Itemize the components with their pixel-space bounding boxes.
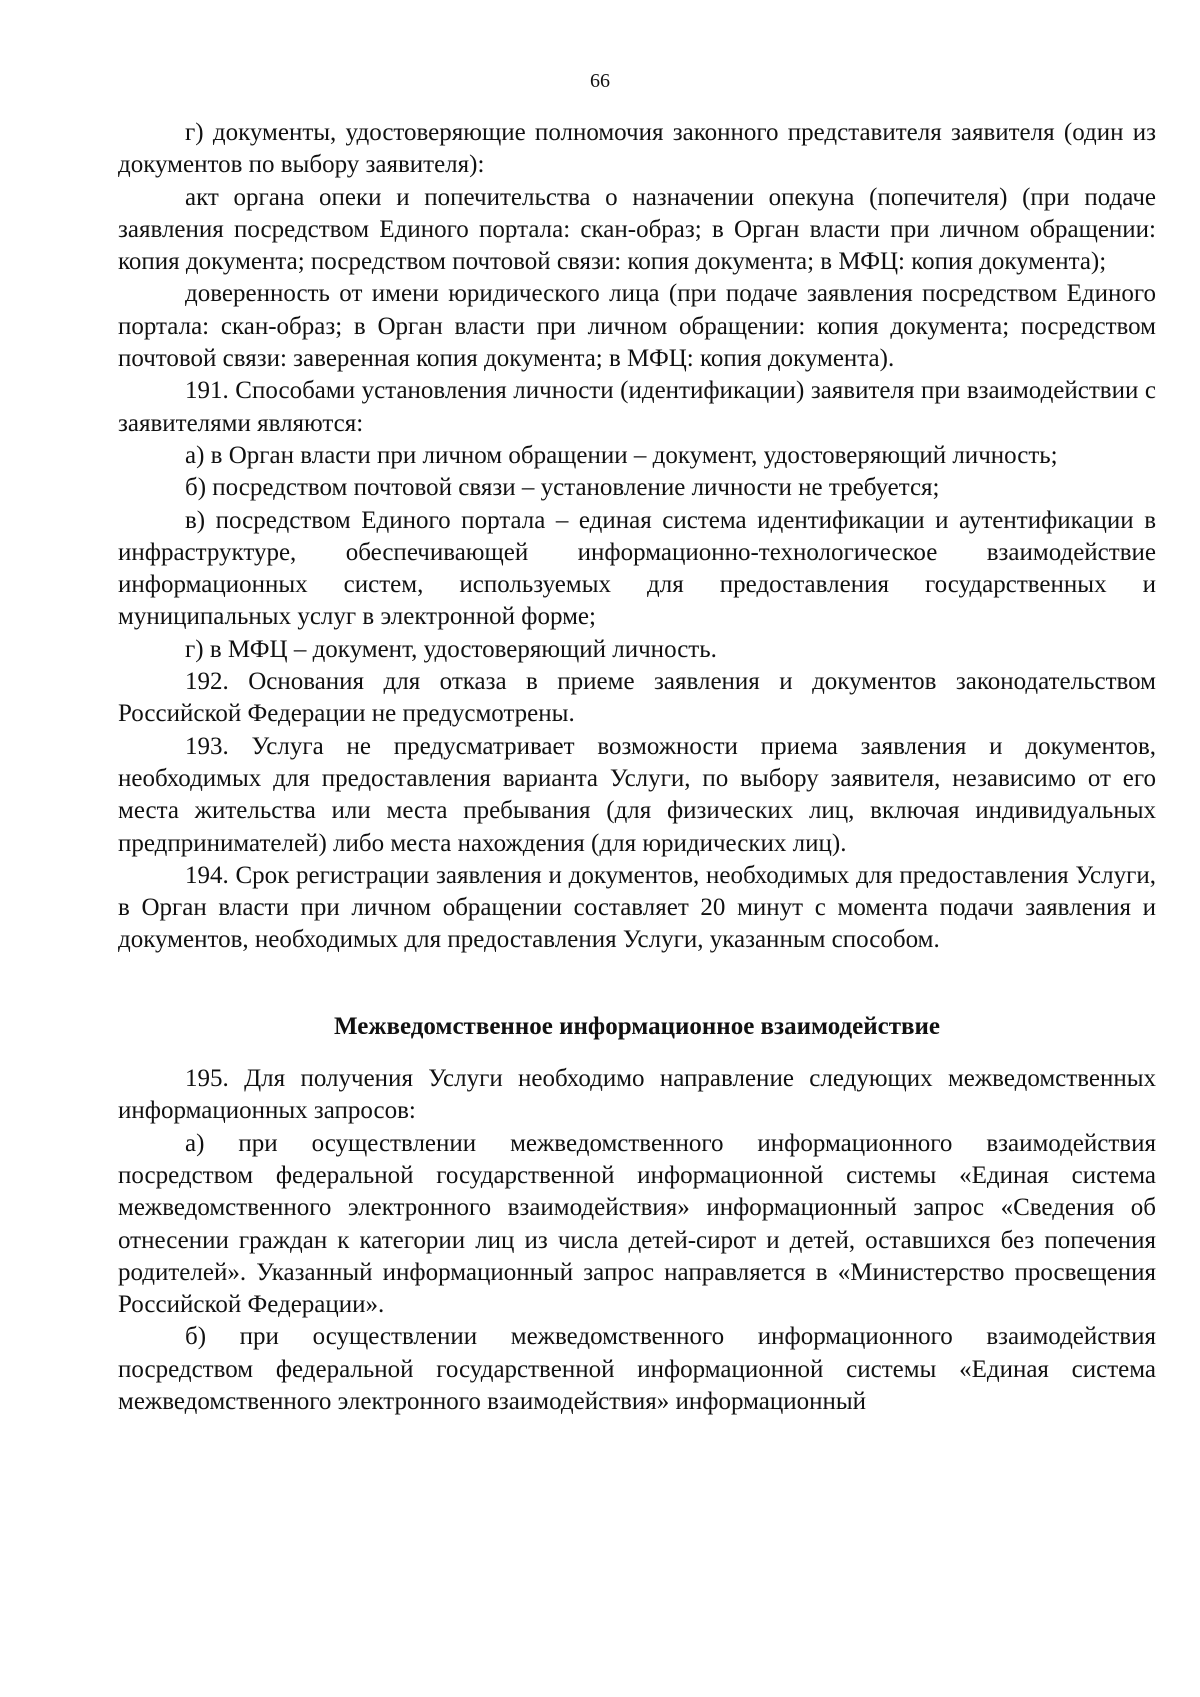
paragraph: б) при осуществлении межведомственного информационного взаимодействия посредством федеральной государственной информационной системы «Единая система межведомственного электронного взаимодействия» информационный	[118, 1323, 1156, 1415]
section-heading: Межведомственное информационное взаимодействие	[334, 1012, 940, 1040]
page-number: 66	[590, 70, 610, 92]
paragraph: а) в Орган власти при личном обращении – документ, удостоверяющий личность;	[185, 441, 1058, 469]
paragraph: б) посредством почтовой связи – установление личности не требуется;	[185, 474, 940, 502]
paragraph: 195. Для получения Услуги необходимо направление следующих межведомственных информационных запросов:	[118, 1065, 1156, 1125]
paragraph: 194. Срок регистрации заявления и документов, необходимых для предоставления Услуги, в Орган власти при личном обращении составляет 20 минут с момента подачи заявления и документов, необходимых для предоставления Услуги, указанным способом.	[118, 861, 1156, 954]
paragraph: 193. Услуга не предусматривает возможности приема заявления и документов, необходимых для предоставления варианта Услуги, по выбору заявителя, независимо от его места жительства или места пребывания (для физических лиц, включая индивидуальных предпринимателей) либо места нахождения (для юридических лиц).	[118, 732, 1156, 857]
paragraph: 191. Способами установления личности (идентификации) заявителя при взаимодействии с заявителями являются:	[118, 377, 1156, 437]
paragraph: 192. Основания для отказа в приеме заявления и документов законодательством Российской Федерации не предусмотрены.	[118, 668, 1156, 728]
paragraph: доверенность от имени юридического лица (при подаче заявления посредством Единого портала: скан-образ; в Орган власти при личном обращении: копия документа; посредством почтовой связи: заверенная копия документа; в МФЦ: копия документа).	[118, 280, 1156, 373]
paragraph: а) при осуществлении межведомственного информационного взаимодействия посредством федеральной государственной информационной системы «Единая система межведомственного электронного взаимодействия» информационный запрос «Сведения об отнесении граждан к категории лиц из числа детей-сирот и детей, оставшихся без попечения родителей». Указанный информационный запрос направляется в «Министерство просвещения Российской Федерации».	[118, 1129, 1156, 1319]
document-body	[118, 117, 1156, 1418]
paragraph: г) документы, удостоверяющие полномочия законного представителя заявителя (один из документов по выбору заявителя):	[118, 119, 1156, 179]
paragraph: г) в МФЦ – документ, удостоверяющий личность.	[185, 635, 717, 663]
paragraph: в) посредством Единого портала – единая система идентификации и аутентификации в инфраструктуре, обеспечивающей информационно-технологическое взаимодействие информационных систем, используемых для предоставления государственных и муниципальных услуг в электронной форме;	[118, 506, 1156, 631]
paragraph: акт органа опеки и попечительства о назначении опекуна (попечителя) (при подаче заявления посредством Единого портала: скан-образ; в Орган власти при личном обращении: копия документа; посредством почтовой связи: копия документа; в МФЦ: копия документа);	[118, 183, 1156, 276]
